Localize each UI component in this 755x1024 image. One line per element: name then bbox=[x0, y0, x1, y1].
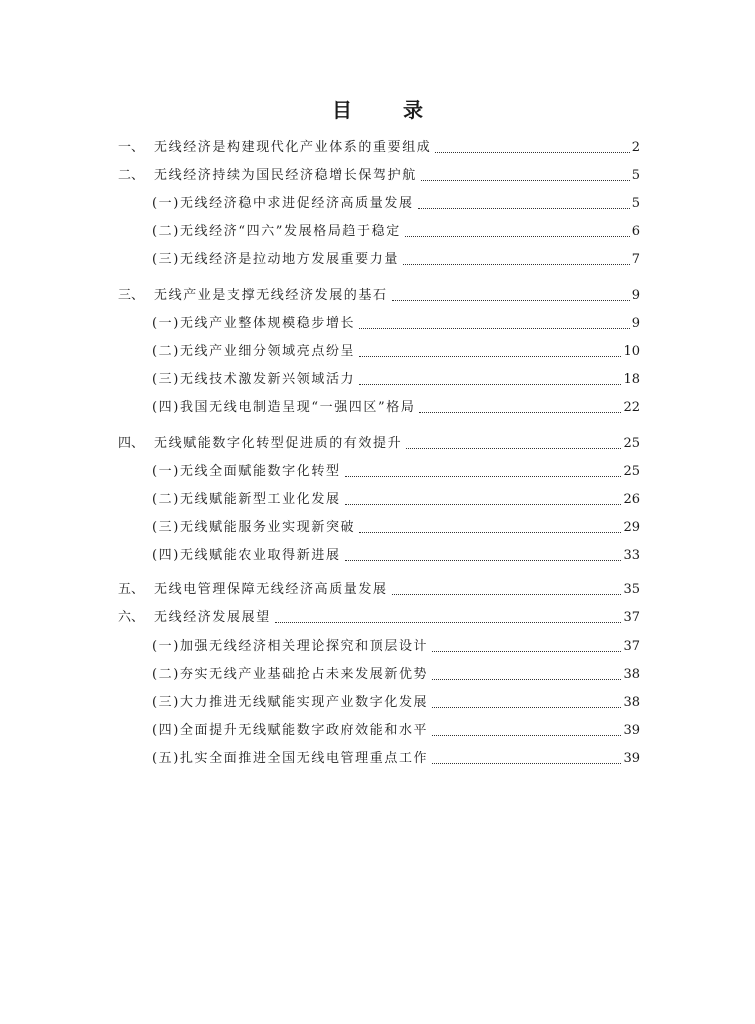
toc-dot-leader bbox=[419, 412, 621, 413]
toc-entry-number: 二、 bbox=[118, 168, 145, 183]
toc-entry-page-number: 39 bbox=[623, 723, 640, 738]
toc-dot-leader bbox=[418, 208, 630, 209]
toc-entry-page-number: 37 bbox=[623, 639, 640, 654]
toc-entry-label: (一)无线经济稳中求进促经济高质量发展 bbox=[152, 196, 414, 211]
toc-entry-label: 无线产业是支撑无线经济发展的基石 bbox=[154, 288, 388, 303]
toc-entry-page-number: 29 bbox=[623, 520, 640, 535]
toc-entry-label: (三)大力推进无线赋能实现产业数字化发展 bbox=[152, 695, 429, 710]
toc-entry[interactable] bbox=[152, 366, 640, 388]
toc-dot-leader bbox=[275, 622, 622, 623]
toc-dot-leader bbox=[392, 300, 630, 301]
toc-entry-label: 无线电管理保障无线经济高质量发展 bbox=[154, 582, 388, 597]
toc-dot-leader bbox=[392, 594, 622, 595]
toc-entry-label: (二)无线赋能新型工业化发展 bbox=[152, 492, 341, 507]
toc-entry-page-number: 2 bbox=[631, 140, 640, 155]
toc-dot-leader bbox=[345, 476, 622, 477]
toc-entry[interactable] bbox=[152, 246, 640, 268]
toc-title: 目 录 bbox=[332, 98, 445, 122]
toc-dot-leader bbox=[359, 384, 621, 385]
toc-dot-leader bbox=[345, 560, 622, 561]
toc-entry[interactable] bbox=[152, 218, 640, 240]
toc-dot-leader bbox=[345, 504, 622, 505]
toc-entry-page-number: 25 bbox=[623, 464, 640, 479]
toc-entry[interactable] bbox=[152, 689, 640, 711]
toc-entry-label: (一)加强无线经济相关理论探究和顶层设计 bbox=[152, 639, 429, 654]
toc-entry[interactable] bbox=[152, 458, 640, 480]
toc-dot-leader bbox=[432, 735, 621, 736]
toc-entry[interactable] bbox=[118, 134, 640, 156]
toc-entry-label: (四)全面提升无线赋能数字政府效能和水平 bbox=[152, 723, 429, 738]
toc-dot-leader bbox=[405, 236, 630, 237]
toc-entry[interactable] bbox=[152, 394, 640, 416]
toc-entry-label: (一)无线全面赋能数字化转型 bbox=[152, 464, 341, 479]
toc-entry-page-number: 6 bbox=[631, 224, 640, 239]
toc-entry-label: 无线经济发展展望 bbox=[154, 610, 271, 625]
toc-entry-label: (二)无线经济“四六”发展格局趋于稳定 bbox=[152, 224, 401, 239]
toc-entry[interactable] bbox=[118, 604, 640, 626]
toc-entry-label: 无线经济持续为国民经济稳增长保驾护航 bbox=[154, 168, 417, 183]
toc-dot-leader bbox=[403, 264, 630, 265]
toc-entry-label: 无线赋能数字化转型促进质的有效提升 bbox=[154, 436, 403, 451]
toc-dot-leader bbox=[359, 532, 621, 533]
toc-entry-page-number: 26 bbox=[623, 492, 640, 507]
toc-entry[interactable] bbox=[118, 430, 640, 452]
toc-entry[interactable] bbox=[118, 162, 640, 184]
toc-dot-leader bbox=[432, 763, 621, 764]
toc-entry[interactable] bbox=[152, 717, 640, 739]
toc-entry[interactable] bbox=[152, 338, 640, 360]
toc-entry-label: (三)无线赋能服务业实现新突破 bbox=[152, 520, 356, 535]
toc-entry-label: (一)无线产业整体规模稳步增长 bbox=[152, 316, 356, 331]
toc-dot-leader bbox=[432, 679, 621, 680]
toc-entry[interactable] bbox=[118, 282, 640, 304]
toc-entry-page-number: 33 bbox=[623, 548, 640, 563]
toc-entry-label: (三)无线技术激发新兴领域活力 bbox=[152, 372, 356, 387]
toc-entry-page-number: 5 bbox=[631, 196, 640, 211]
toc-entry[interactable] bbox=[152, 542, 640, 564]
toc-entry-page-number: 18 bbox=[623, 372, 640, 387]
toc-entry-page-number: 39 bbox=[623, 751, 640, 766]
toc-entry-label: (五)扎实全面推进全国无线电管理重点工作 bbox=[152, 751, 429, 766]
toc-entry-page-number: 7 bbox=[631, 252, 640, 267]
toc-dot-leader bbox=[432, 651, 621, 652]
toc-entry-number: 三、 bbox=[118, 288, 145, 303]
toc-entry-page-number: 37 bbox=[623, 610, 640, 625]
toc-entry-page-number: 38 bbox=[623, 695, 640, 710]
toc-entry-page-number: 35 bbox=[623, 582, 640, 597]
toc-entry[interactable] bbox=[152, 661, 640, 683]
toc-dot-leader bbox=[406, 448, 621, 449]
toc-entry-page-number: 25 bbox=[623, 436, 640, 451]
toc-entry-page-number: 10 bbox=[623, 344, 640, 359]
toc-entry[interactable] bbox=[152, 310, 640, 332]
toc-entry[interactable] bbox=[152, 486, 640, 508]
toc-entry[interactable] bbox=[152, 514, 640, 536]
toc-entry-page-number: 22 bbox=[623, 400, 640, 415]
toc-entry-page-number: 38 bbox=[623, 667, 640, 682]
toc-entry[interactable] bbox=[118, 576, 640, 598]
toc-entry-number: 四、 bbox=[118, 436, 145, 451]
toc-entry-number: 六、 bbox=[118, 610, 145, 625]
toc-dot-leader bbox=[359, 356, 621, 357]
toc-entry-page-number: 9 bbox=[631, 316, 640, 331]
toc-dot-leader bbox=[432, 707, 621, 708]
toc-entry[interactable] bbox=[152, 633, 640, 655]
toc-dot-leader bbox=[359, 328, 630, 329]
toc-entry[interactable] bbox=[152, 745, 640, 767]
toc-entry-page-number: 9 bbox=[631, 288, 640, 303]
toc-entry-label: (二)夯实无线产业基础抢占未来发展新优势 bbox=[152, 667, 429, 682]
toc-entry-page-number: 5 bbox=[631, 168, 640, 183]
toc-entry-label: (四)我国无线电制造呈现“一强四区”格局 bbox=[152, 400, 416, 415]
toc-dot-leader bbox=[421, 180, 630, 181]
toc-entry-label: (三)无线经济是拉动地方发展重要力量 bbox=[152, 252, 399, 267]
toc-entry-label: (二)无线产业细分领域亮点纷呈 bbox=[152, 344, 356, 359]
toc-entry-label: 无线经济是构建现代化产业体系的重要组成 bbox=[154, 140, 432, 155]
toc-dot-leader bbox=[435, 152, 629, 153]
toc-entry-number: 一、 bbox=[118, 140, 145, 155]
toc-entry-label: (四)无线赋能农业取得新进展 bbox=[152, 548, 341, 563]
toc-entry[interactable] bbox=[152, 190, 640, 212]
toc-entry-number: 五、 bbox=[118, 582, 145, 597]
